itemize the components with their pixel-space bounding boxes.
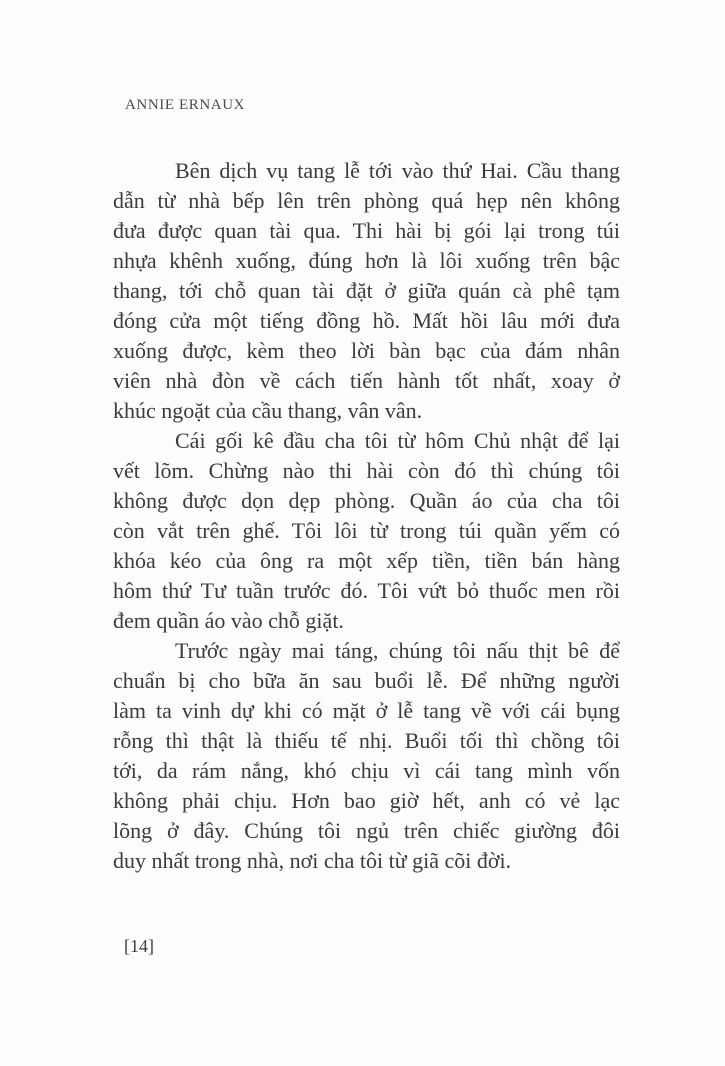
text-line: xuống được, kèm theo lời bàn bạc của đám nhân <box>113 338 620 363</box>
text-line: duy nhất trong nhà, nơi cha tôi từ giã cõi đời. <box>113 848 512 873</box>
text-line: nhựa khênh xuống, đúng hơn là lôi xuống trên bậc <box>113 248 620 273</box>
page-number: [14] <box>124 936 154 956</box>
paragraph <box>113 636 620 876</box>
text-line: thang, tới chỗ quan tài đặt ở giữa quán cà phê tạm <box>113 278 620 303</box>
paragraph <box>113 426 620 636</box>
text-line: rỗng thì thật là thiếu tế nhị. Buổi tối thì chồng tôi <box>113 728 620 753</box>
text-line: không được dọn dẹp phòng. Quần áo của cha tôi <box>113 488 620 513</box>
text-line: không phải chịu. Hơn bao giờ hết, anh có vẻ lạc <box>113 788 620 813</box>
text-line: đem quần áo vào chỗ giặt. <box>113 608 344 633</box>
text-line: đóng cửa một tiếng đồng hồ. Mất hồi lâu mới đưa <box>113 308 620 333</box>
text-line: Bên dịch vụ tang lễ tới vào thứ Hai. Cầu thang <box>175 158 620 183</box>
text-line: chuẩn bị cho bữa ăn sau buổi lễ. Để những người <box>113 668 620 693</box>
text-line: Cái gối kê đầu cha tôi từ hôm Chủ nhật để lại <box>175 428 620 453</box>
paragraph <box>113 156 620 426</box>
text-line: viên nhà đòn về cách tiến hành tốt nhất, xoay ở <box>113 368 620 393</box>
text-line: dẫn từ nhà bếp lên trên phòng quá hẹp nên không <box>113 188 620 213</box>
text-line: hôm thứ Tư tuần trước đó. Tôi vứt bỏ thuốc men rồi <box>113 578 620 603</box>
text-line: làm ta vinh dự khi có mặt ở lễ tang về với cái bụng <box>113 698 620 723</box>
page-body-text <box>113 156 620 876</box>
text-line: tới, da rám nắng, khó chịu vì cái tang mình vốn <box>113 758 620 783</box>
text-line: đưa được quan tài qua. Thi hài bị gói lại trong túi <box>113 218 620 243</box>
text-line: khóa kéo của ông ra một xếp tiền, tiền bán hàng <box>113 548 620 573</box>
text-line: Trước ngày mai táng, chúng tôi nấu thịt bê để <box>175 638 620 663</box>
text-line: lõng ở đây. Chúng tôi ngủ trên chiếc giường đôi <box>113 818 620 843</box>
text-line: còn vắt trên ghế. Tôi lôi từ trong túi quần yếm có <box>113 518 620 543</box>
text-line: khúc ngoặt của cầu thang, vân vân. <box>113 398 423 423</box>
running-header-author: ANNIE ERNAUX <box>125 97 246 113</box>
text-line: vết lõm. Chừng nào thi hài còn đó thì chúng tôi <box>113 458 620 483</box>
